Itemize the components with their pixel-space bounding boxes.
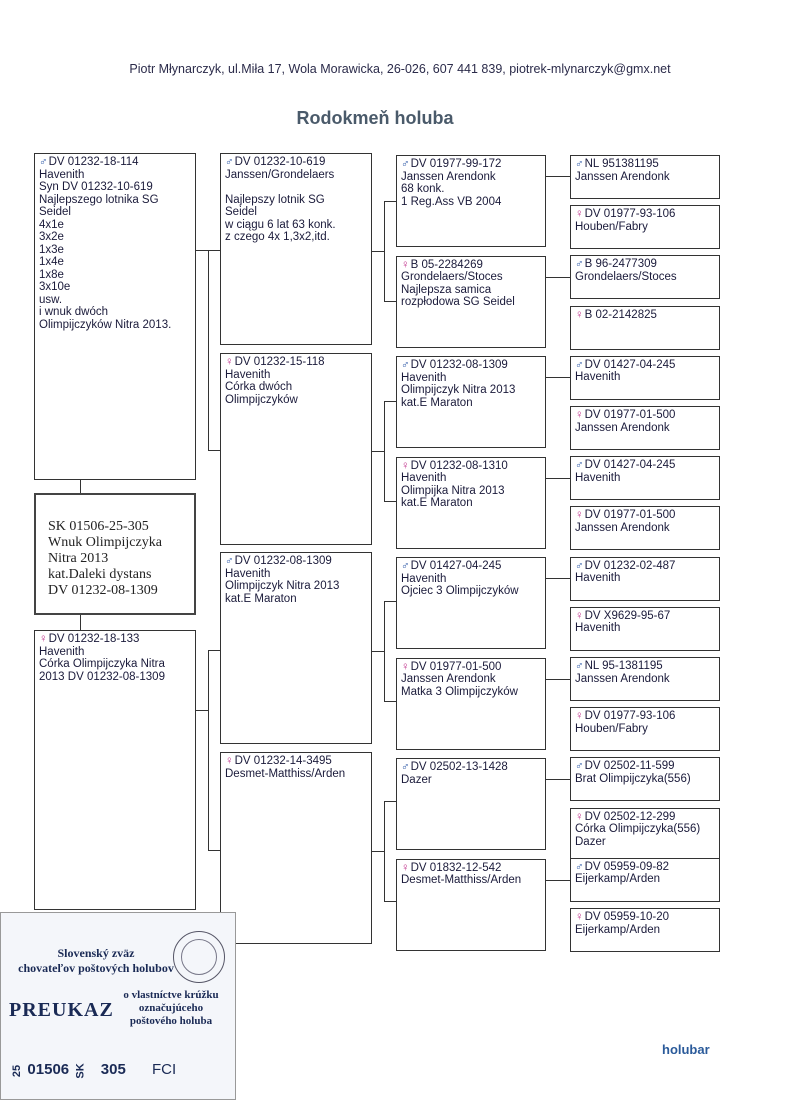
female-icon: ♀ <box>401 459 410 472</box>
gen3-ancestor-box <box>396 658 546 750</box>
ancestor-ring-text: DV X9629-95-67 <box>584 609 671 622</box>
ancestor-ring-text: DV 01427-04-245 <box>584 459 676 472</box>
female-icon: ♀ <box>225 755 234 767</box>
ancestor-ring-text: DV 01232-02-487 <box>584 559 676 572</box>
gen4-ancestor-box <box>570 506 720 550</box>
male-icon: ♂ <box>225 555 234 567</box>
ancestor-ring-text: DV 01232-08-1309 <box>234 555 332 567</box>
ancestor-detail: Grondelaers/Stoces <box>401 271 503 283</box>
ancestor-ring <box>401 460 541 473</box>
ancestor-detail: Havenith <box>401 472 447 484</box>
gen4-ancestor-box <box>570 456 720 500</box>
ancestor-ring <box>401 661 541 674</box>
ancestor-ring-text: DV 01832-12-542 <box>410 861 502 874</box>
ancestor-detail: 1x8e <box>39 268 64 281</box>
male-icon: ♂ <box>575 860 584 873</box>
ancestor-ring-text: DV 01977-99-172 <box>410 158 502 170</box>
ancestor-detail: Janssen Arendonk <box>575 421 670 434</box>
ancestor-ring-text: DV 02502-13-1428 <box>410 761 508 773</box>
ancestor-ring-text: B 96-2477309 <box>584 258 657 271</box>
connector-line <box>384 801 396 802</box>
ancestor-ring-text: DV 01232-18-133 <box>48 633 140 645</box>
ancestor-ring-text: DV 01232-18-114 <box>48 156 139 168</box>
connector-line <box>208 250 209 450</box>
ancestor-detail: Najlepszy lotnik SG <box>225 193 325 206</box>
ancestor-ring-text: DV 01977-93-106 <box>584 208 676 221</box>
connector-line <box>80 615 81 630</box>
gen4-ancestor-box <box>570 306 720 350</box>
subject-sire: DV 01232-08-1309 <box>48 583 158 598</box>
ancestor-ring-text: DV 01427-04-245 <box>410 560 502 572</box>
connector-line <box>384 401 385 501</box>
ring-year: 25 <box>11 1064 24 1078</box>
ancestor-detail: Janssen/Grondelaers <box>225 168 335 181</box>
gen4-ancestor-box <box>570 607 720 651</box>
ancestor-detail: Havenith <box>225 368 271 381</box>
gen4-ancestor-box <box>570 908 720 952</box>
female-icon: ♀ <box>401 861 410 874</box>
ancestor-ring <box>575 861 715 874</box>
male-icon: ♂ <box>575 358 584 371</box>
ancestor-detail: usw. <box>39 293 63 306</box>
ancestor-detail: Houben/Fabry <box>575 220 648 233</box>
connector-line <box>384 301 396 302</box>
ancestor-detail: w ciągu 6 lat 63 konk. <box>225 218 336 231</box>
ancestor-detail: Córka Olimpijczyka(556) <box>575 823 701 836</box>
connector-line <box>208 650 209 850</box>
ancestor-ring-text: DV 01232-08-1309 <box>410 359 508 371</box>
ring-number: 305 <box>100 1061 126 1078</box>
ancestor-ring <box>575 309 715 322</box>
female-icon: ♀ <box>575 710 584 723</box>
male-icon: ♂ <box>575 559 584 572</box>
gen3-ancestor-box <box>396 859 546 951</box>
male-icon: ♂ <box>401 359 410 371</box>
card-preukaz: PREUKAZ <box>9 999 114 1021</box>
connector-line <box>196 710 208 711</box>
gen2-ancestor-box <box>220 153 372 345</box>
gen4-ancestor-box <box>570 757 720 801</box>
ancestor-detail: Desmet-Matthiss/Arden <box>401 874 522 886</box>
ancestor-detail: Dazer <box>401 773 432 786</box>
ancestor-ring <box>225 755 367 768</box>
male-icon: ♂ <box>575 258 584 271</box>
female-icon: ♀ <box>575 609 584 622</box>
ancestor-detail: Havenith <box>575 622 621 635</box>
gen4-ancestor-box <box>570 707 720 751</box>
card-description <box>111 989 231 1028</box>
ancestor-ring-text: DV 01977-01-500 <box>584 509 676 522</box>
ancestor-detail: Grondelaers/Stoces <box>575 270 677 283</box>
card-desc-line: poštového holuba <box>129 1015 213 1027</box>
female-icon: ♀ <box>575 509 584 522</box>
female-icon: ♀ <box>575 911 584 923</box>
ancestor-ring <box>575 811 715 824</box>
connector-line <box>208 450 220 451</box>
gen4-ancestor-box <box>570 356 720 400</box>
connector-line <box>208 250 220 251</box>
male-icon: ♂ <box>575 158 584 170</box>
ancestor-detail: 2013 DV 01232-08-1309 <box>39 670 165 683</box>
holubar-logo: holubar <box>662 1042 710 1057</box>
ancestor-ring-text: DV 01977-01-500 <box>410 660 502 673</box>
ancestor-ring-text: NL 95-1381195 <box>584 660 663 672</box>
ancestor-detail: Syn DV 01232-10-619 <box>39 181 153 193</box>
ancestor-detail: 1 Reg.Ass VB 2004 <box>401 195 502 208</box>
ancestor-detail: 68 konk. <box>401 183 445 195</box>
ancestor-detail: kat.E Maraton <box>401 497 473 509</box>
ancestor-detail: 1x3e <box>39 243 64 256</box>
connector-line <box>384 601 396 602</box>
gen1-ancestor-box <box>34 630 196 910</box>
card-desc-line: označujúceho <box>138 1002 204 1014</box>
connector-line <box>384 501 396 502</box>
ancestor-detail: Havenith <box>401 371 447 384</box>
ancestor-detail: Eijerkamp/Arden <box>575 923 661 936</box>
connector-line <box>546 779 570 780</box>
ancestor-ring <box>575 258 715 271</box>
subject-pigeon-box <box>34 493 196 615</box>
ancestor-ring <box>575 610 715 623</box>
ancestor-detail: Havenith <box>575 471 621 484</box>
ancestor-ring <box>225 356 367 369</box>
female-icon: ♀ <box>401 258 410 271</box>
connector-line <box>372 651 384 652</box>
ancestor-detail: Havenith <box>575 371 621 384</box>
ancestor-detail: i wnuk dwóch <box>39 306 109 318</box>
connector-line <box>384 701 396 702</box>
ancestor-ring <box>401 560 541 573</box>
ring-org: 01506 <box>27 1061 70 1078</box>
subject-category: kat.Daleki dystans <box>48 567 152 582</box>
ancestor-ring <box>39 156 191 169</box>
connector-line <box>546 478 570 479</box>
connector-line <box>546 679 570 680</box>
ancestor-ring <box>575 208 715 221</box>
ancestor-ring <box>575 409 715 422</box>
ancestor-ring <box>225 555 367 568</box>
ancestor-detail: Brat Olimpijczyka(556) <box>575 772 691 785</box>
ancestor-detail: Córka dwóch <box>225 381 293 393</box>
subject-title: Wnuk Olimpijczyka <box>48 535 162 550</box>
ancestor-ring <box>225 156 367 169</box>
male-icon: ♂ <box>575 760 584 773</box>
female-icon: ♀ <box>225 356 234 368</box>
subject-event: Nitra 2013 <box>48 551 109 566</box>
gen3-ancestor-box <box>396 356 546 448</box>
connector-line <box>80 480 81 493</box>
ancestor-ring-text: DV 02502-11-599 <box>584 760 675 773</box>
ancestor-ring <box>575 911 715 924</box>
ancestor-detail: Olimpijka Nitra 2013 <box>401 484 505 497</box>
ancestor-detail: kat.E Maraton <box>401 396 473 409</box>
gen3-ancestor-box <box>396 758 546 850</box>
ownership-card <box>0 912 236 1100</box>
ancestor-ring <box>401 259 541 272</box>
connector-line <box>384 401 396 402</box>
male-icon: ♂ <box>39 156 48 168</box>
gen2-ancestor-box <box>220 552 372 744</box>
ancestor-detail: z czego 4x 1,3x2,itd. <box>225 231 330 243</box>
ancestor-detail: Janssen Arendonk <box>401 673 496 685</box>
ancestor-ring <box>575 509 715 522</box>
ancestor-detail: Dazer <box>575 835 606 848</box>
connector-line <box>384 201 385 301</box>
ancestor-ring-text: DV 01232-15-118 <box>234 356 325 368</box>
ancestor-detail: Havenith <box>225 567 271 580</box>
ancestor-detail: Matka 3 Olimpijczyków <box>401 685 518 698</box>
ancestor-ring <box>39 633 191 646</box>
female-icon: ♀ <box>575 308 584 321</box>
ancestor-detail: Janssen Arendonk <box>575 672 670 685</box>
gen4-ancestor-box <box>570 155 720 199</box>
male-icon: ♂ <box>575 459 584 472</box>
subject-ring: SK 01506-25-305 <box>48 519 149 534</box>
card-organization <box>1 946 191 976</box>
ancestor-ring-text: DV 01427-04-245 <box>584 358 676 371</box>
ancestor-detail: Eijerkamp/Arden <box>575 873 661 886</box>
female-icon: ♀ <box>575 810 584 823</box>
ancestor-ring <box>575 359 715 372</box>
ancestor-ring-text: DV 01232-14-3495 <box>234 755 332 767</box>
ancestor-detail: Havenith <box>575 572 621 585</box>
ancestor-detail: 3x10e <box>39 281 71 293</box>
ancestor-detail: Janssen Arendonk <box>575 170 670 183</box>
ancestor-ring <box>575 660 715 673</box>
ancestor-detail: Havenith <box>39 645 85 658</box>
ancestor-detail: kat.E Maraton <box>225 592 297 605</box>
ancestor-detail: Janssen Arendonk <box>575 521 670 534</box>
connector-line <box>384 901 396 902</box>
connector-line <box>372 851 384 852</box>
ancestor-detail <box>225 181 367 194</box>
gen4-ancestor-box <box>570 858 720 902</box>
connector-line <box>372 251 384 252</box>
ancestor-detail: Houben/Fabry <box>575 722 648 735</box>
male-icon: ♂ <box>401 158 410 170</box>
ancestor-ring <box>575 158 715 171</box>
ancestor-ring-text: DV 01232-10-619 <box>234 156 326 168</box>
gen3-ancestor-box <box>396 155 546 247</box>
card-org-line: chovateľov poštových holubov <box>18 961 174 975</box>
card-ring-number <box>11 1061 176 1078</box>
gen3-ancestor-box <box>396 256 546 348</box>
ancestor-ring <box>575 760 715 773</box>
ancestor-ring-text: DV 05959-09-82 <box>584 860 670 873</box>
ancestor-detail: Seidel <box>39 206 71 218</box>
connector-line <box>546 377 570 378</box>
ancestor-ring-text: DV 05959-10-20 <box>584 911 670 923</box>
ancestor-ring <box>575 710 715 723</box>
connector-line <box>384 801 385 901</box>
ancestor-detail: Janssen Arendonk <box>401 170 496 183</box>
gen3-ancestor-box <box>396 457 546 549</box>
gen4-ancestor-box <box>570 406 720 450</box>
card-desc-line: o vlastníctve krúžku <box>123 989 219 1001</box>
male-icon: ♂ <box>225 156 234 168</box>
ancestor-detail: 4x1e <box>39 218 64 231</box>
female-icon: ♀ <box>401 660 410 673</box>
ancestor-ring <box>401 862 541 875</box>
ancestor-ring <box>401 761 541 774</box>
ancestor-detail: Najlepszego lotnika SG <box>39 193 159 206</box>
female-icon: ♀ <box>39 633 48 645</box>
ancestor-ring-text: DV 01232-08-1310 <box>410 459 508 472</box>
connector-line <box>546 578 570 579</box>
ancestor-detail: Olimpijczyk Nitra 2013 <box>225 580 340 592</box>
female-icon: ♀ <box>575 409 584 421</box>
ancestor-ring-text: B 02-2142825 <box>584 308 657 321</box>
gen4-ancestor-box <box>570 255 720 299</box>
connector-line <box>546 880 570 881</box>
seal-inner-icon <box>181 939 217 975</box>
ancestor-detail: Havenith <box>39 168 85 181</box>
ancestor-ring-text: DV 01977-93-106 <box>584 710 676 723</box>
ancestor-ring <box>401 359 541 372</box>
male-icon: ♂ <box>401 560 410 572</box>
ancestor-detail: Olimpijczyk Nitra 2013 <box>401 384 516 396</box>
ancestor-detail: Córka Olimpijczyka Nitra <box>39 658 165 670</box>
gen4-ancestor-box <box>570 657 720 701</box>
ancestor-detail: Desmet-Matthiss/Arden <box>225 767 346 780</box>
page-title: Rodokmeň holuba <box>296 108 454 128</box>
ancestor-detail: rozpłodowa SG Seidel <box>401 296 515 308</box>
ancestor-detail: Najlepsza samica <box>401 283 492 296</box>
connector-line <box>546 277 570 278</box>
connector-line <box>196 250 208 251</box>
ancestor-ring-text: DV 01977-01-500 <box>584 409 676 421</box>
card-org-line: Slovenský zväz <box>57 946 135 960</box>
ancestor-detail: Ojciec 3 Olimpijczyków <box>401 585 519 597</box>
ring-country: SK <box>74 1063 87 1079</box>
gen2-ancestor-box <box>220 752 372 944</box>
ancestor-ring-text: NL 951381195 <box>584 158 659 170</box>
male-icon: ♂ <box>575 660 584 672</box>
ancestor-ring-text: B 05-2284269 <box>410 258 483 271</box>
ancestor-detail: 3x2e <box>39 231 64 243</box>
gen4-ancestor-box <box>570 205 720 249</box>
ancestor-detail: Havenith <box>401 572 447 585</box>
breeder-contact-header: Piotr Młynarczyk, ul.Miła 17, Wola Morawicka, 26-026, 607 441 839, piotrek-mlynarczyk@gmx.net <box>129 62 671 76</box>
female-icon: ♀ <box>575 208 584 221</box>
ancestor-ring <box>575 560 715 573</box>
connector-line <box>208 850 220 851</box>
ancestor-detail: 1x4e <box>39 256 64 268</box>
male-icon: ♂ <box>401 761 410 773</box>
ring-fci: FCI <box>151 1061 177 1078</box>
gen2-ancestor-box <box>220 353 372 545</box>
gen4-ancestor-box <box>570 557 720 601</box>
connector-line <box>384 201 396 202</box>
ancestor-ring <box>575 459 715 472</box>
connector-line <box>384 601 385 701</box>
connector-line <box>546 176 570 177</box>
connector-line <box>208 650 220 651</box>
ancestor-detail: Seidel <box>225 206 257 218</box>
ancestor-ring-text: DV 02502-12-299 <box>584 810 676 823</box>
gen3-ancestor-box <box>396 557 546 649</box>
ancestor-ring <box>401 158 541 171</box>
connector-line <box>372 451 384 452</box>
ancestor-detail: Olimpijczyków <box>225 393 298 406</box>
ancestor-detail: Olimpijczyków Nitra 2013. <box>39 318 172 331</box>
gen1-ancestor-box <box>34 153 196 480</box>
